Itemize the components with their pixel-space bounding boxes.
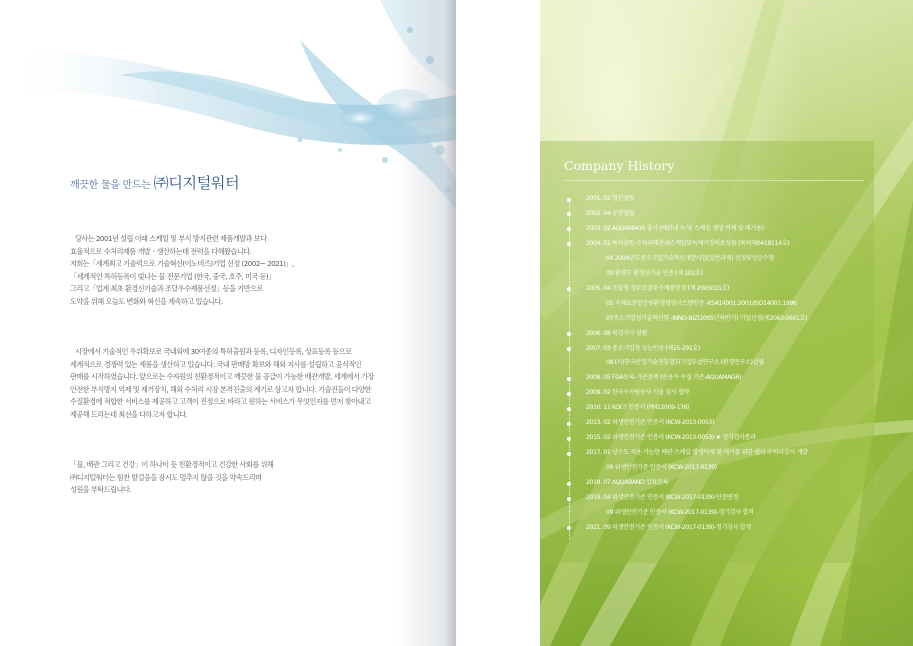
- intro-paragraph-2: [70, 346, 400, 422]
- history-timeline: [564, 193, 864, 545]
- history-title: Company History: [564, 158, 675, 173]
- paragraph-line: 당사는 2001년 설립 이래 스케일 및 부식 방지관련 제품개발과 보다: [75, 234, 267, 243]
- timeline-dot-icon: [567, 332, 571, 336]
- history-entry-text: 09 위생안전기준 인증서 (KCW-2017-0139): [606, 464, 717, 472]
- timeline-dot-icon: [567, 482, 571, 486]
- intro-paragraph-3: [70, 459, 400, 497]
- history-entry-text: 2019. 04 위생안전기준 인증서 (KCW-2017-0139)-인증변경: [586, 494, 739, 501]
- history-entry-text: 2013. 02 위생안전기준 인증서 (KCW-2013-0053): [586, 419, 714, 427]
- history-entry-text: 08 (사)한국산업기술진흥협회기업부설연구소 (환경연구소)설립: [606, 359, 764, 367]
- page-gutter-shadow: [395, 0, 456, 646]
- paragraph-line: 수질환경에 적합한 서비스를 제공하고 고객이 진정으로 바라고 원하는 서비스가 무엇인지를 먼저 찾아내고: [70, 397, 371, 407]
- history-entry-text: 05 국제표준인증원환경경영시스템인증 -KSA14001:2001/ISO14001:1996: [606, 299, 797, 307]
- history-entry-text: 2015. 02 위생안전기준 인증서 (KCW-2013-0053) ★ 정기검사통과: [586, 434, 756, 442]
- paragraph-line: 세계적으로 경쟁력 있는 제품을 생산하고 있습니다. 국내 판매망 확보와 해외 지사를 설립하고 공식적인: [70, 359, 362, 369]
- paragraph-line: 효율적으로 수처리제품 개발ㆍ생산하는데 전력을 다해왔습니다.: [70, 246, 252, 256]
- title-company-name: ㈜디지털워터: [153, 174, 240, 192]
- history-entry-text: 2010. 11 KOI크 인증서 (PM12009-176): [586, 404, 689, 412]
- history-entry-text: 09 환경부 환경신기술 인증 (제 102호): [606, 269, 703, 277]
- history-entry-text: 2003. 02 AQUAMAGR 출시 (배관내 녹 및 스케일 생성 억제 및 제거용): [586, 224, 764, 232]
- paragraph-line: 도약을 위해 오늘도 변화와 혁신을 계속하고 있습니다.: [70, 296, 223, 306]
- timeline-dot-icon: [567, 377, 571, 381]
- paragraph-line: 그리고「업계 최초 환경신기술과 조달우수제품선정」등을 기반으로: [70, 284, 263, 294]
- timeline-dot-icon: [567, 392, 571, 396]
- timeline-dot-icon: [567, 422, 571, 426]
- paragraph-line: 판매를 시작하였습니다. 앞으로는 수자원의 친환경적이고 깨끗한 물 공급이 가능한 배관개발, 세계에서 가장: [70, 372, 374, 382]
- timeline-dot-icon: [567, 198, 571, 202]
- history-entry-text: 2002. 04 공장설립: [586, 209, 635, 217]
- history-entry-text: 2017. 01 상수도 적용 가능한 배관 스케일 발생억제 및 제거를 위한 필터 수처리장치 개발: [586, 449, 808, 457]
- timeline-dot-icon: [567, 437, 571, 441]
- title-tagline: 깨끗한 물을 만드는: [70, 180, 151, 191]
- timeline-dot-icon: [567, 227, 571, 231]
- paragraph-line: 성원을 부탁드립니다.: [70, 485, 132, 495]
- timeline-dot-icon: [567, 347, 571, 351]
- left-page: [0, 0, 456, 646]
- paragraph-line: 제공해 드리는데 최선을 다하고자 합니다.: [70, 409, 188, 419]
- timeline-dot-icon: [567, 287, 571, 291]
- history-entry-text: 2007. 03 중소기업청 성능인증 (제15-291호): [586, 344, 700, 352]
- paragraph-line: 안전한 부식방지 억제 및 제거장치, 해외 수처리 시장 본격진출의 계기로 삼고자 합니다. 기술진들이 다양한: [70, 384, 371, 394]
- history-entry-text: 04 2004년도중소기업기술혁신개발사업(일반과제) 선정및성공수행: [606, 254, 774, 262]
- timeline-dot-icon: [567, 407, 571, 411]
- timeline-dot-icon: [567, 242, 571, 246]
- history-entry-text: 2009. 02 한국수자원공사 기술 실시 협약: [586, 389, 690, 397]
- paragraph-line: 시장에서 기술적인 우위확보로 국내외에 30여종의 특허출원과 등록, 디자인등록, 상표등록 등으로: [75, 347, 352, 356]
- history-entry-text: 2008. 05 FDA등록-기준충족 (음용수 수질 기준-AQUAMAGR): [586, 374, 742, 382]
- history-divider: [564, 180, 864, 181]
- right-page: [540, 0, 913, 646]
- history-entry-text: 09 위생안전기준 인증서 (KCW-2017-0139)-정기검사 합격: [606, 508, 754, 516]
- history-entry-text: 2004. 01 특허출원-수처리배관내스케일및녹제거장치조성물 (특허제0418114호): [586, 239, 790, 247]
- history-entry-text: 2001. 02 법인설립: [586, 195, 635, 202]
- paragraph-line: ㈜디지털워터는 힘찬 발걸음을 잠시도 멈추지 않을 것을 약속드리며: [70, 472, 262, 482]
- history-entry-text: 2021. 09 위생안전기준 인증서 (KCW-2017-0139)-정기검사 합격: [586, 523, 751, 531]
- timeline-dot-icon: [567, 526, 571, 530]
- timeline-dot-icon: [567, 452, 571, 456]
- timeline-dot-icon: [567, 497, 571, 501]
- company-title: [70, 172, 239, 193]
- paragraph-line: 「세계적인 특허등록이 빛나는 물 전문기업 (한국, 중국, 호주, 미국 등)」: [70, 271, 275, 281]
- intro-paragraph-1: [70, 233, 400, 309]
- paragraph-line: 저희는「세계최고 기술력으로 기술혁신(이노비즈)기업 선정 (2002~ 2021)」,: [70, 259, 294, 269]
- history-entry-text: 07중소기업청기술혁신형 -INNO-BIZ(2005년하반기) 기업선정(제2063-0601호): [606, 314, 808, 322]
- company-history-panel: [540, 141, 874, 563]
- history-entry-text: 2005. 04 조달청 정부조달우수제품인정 (제 2005015호): [586, 284, 730, 292]
- history-entry-text: 2018. 07 AQUABAND 상표등록: [586, 479, 669, 487]
- timeline-dot-icon: [567, 212, 571, 216]
- timeline-line: [569, 198, 570, 540]
- history-entry-text: 2006. 08 북경지사 설립: [586, 329, 647, 337]
- paragraph-line: 「물, 배관 그리고 건강」이 하나이 듯 친환경적이고 건강한 사회를 위해: [70, 460, 274, 469]
